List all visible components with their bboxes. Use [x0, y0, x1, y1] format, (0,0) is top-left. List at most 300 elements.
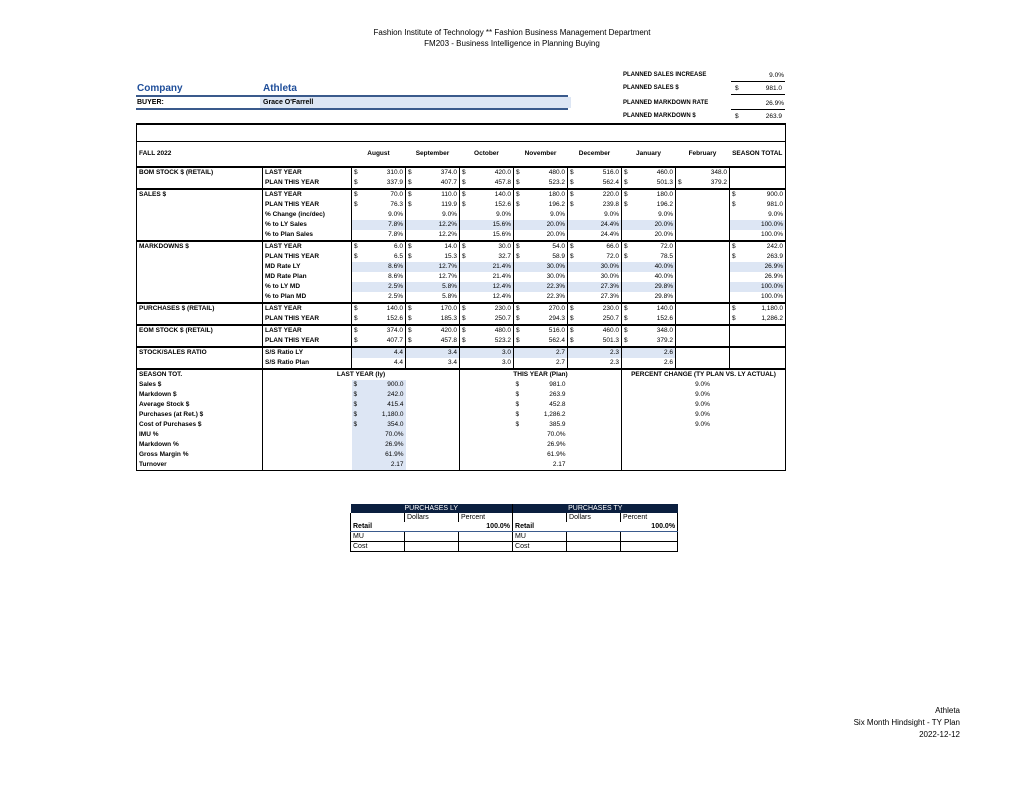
season-tot-row	[137, 420, 786, 430]
blank	[406, 420, 460, 430]
dollar-sign: $	[353, 381, 358, 388]
blank	[263, 380, 352, 390]
month-cell-value: 29.8%	[654, 293, 673, 300]
blank	[406, 430, 460, 440]
month-cell-value: 20.0%	[546, 221, 565, 228]
month-cell-value: 140.0	[656, 305, 673, 312]
planned-md-rate-label: PLANNED MARKDOWN RATE	[623, 100, 709, 106]
row-label: PLAN THIS YEAR	[263, 252, 352, 262]
month-cell-value: 460.0	[656, 169, 673, 176]
table-row	[137, 230, 786, 241]
month-cell-value: 54.0	[552, 243, 565, 250]
blank	[406, 460, 460, 471]
table-row	[137, 358, 786, 369]
dollar-sign: $	[735, 113, 739, 120]
month-cell	[406, 314, 460, 325]
season-total-cell	[730, 272, 786, 282]
blank	[730, 400, 786, 410]
table-row	[137, 262, 786, 272]
month-cell-value: 12.2%	[438, 221, 457, 228]
season-tot-row-label: Turnover	[137, 460, 263, 471]
section-blank	[137, 262, 263, 272]
month-cell	[568, 336, 622, 347]
row-label: PLAN THIS YEAR	[263, 178, 352, 189]
month-cell-value: 2.6	[663, 349, 673, 356]
ly-value-value: 70.0%	[385, 431, 404, 438]
ly-value-value: 354.0	[387, 421, 404, 428]
month-cell	[622, 272, 676, 282]
blank	[622, 460, 676, 471]
month-cell-value: 140.0	[386, 305, 403, 312]
month-cell-value: 3.0	[501, 359, 511, 366]
month-cell-value: 30.0%	[600, 273, 619, 280]
month-cell-value: 30.0	[498, 243, 511, 250]
table-row	[137, 178, 786, 189]
table-header-row	[137, 142, 786, 168]
month-cell	[568, 167, 622, 178]
month-cell-value: 152.6	[494, 201, 511, 208]
season-tot-row-label: Cost of Purchases $	[137, 420, 263, 430]
ly-value	[352, 420, 406, 430]
dollar-sign: $	[354, 327, 358, 334]
row-label: LAST YEAR	[263, 167, 352, 178]
season-total-cell-value: 26.9%	[764, 263, 783, 270]
month-cell-value: 250.7	[494, 315, 511, 322]
month-cell-value: 9.0%	[496, 211, 511, 218]
month-cell-value: 72.0	[606, 253, 619, 260]
section-blank	[137, 230, 263, 241]
dollar-sign: $	[462, 337, 466, 344]
month-header: November	[514, 142, 568, 168]
month-cell-value: 6.0	[393, 243, 403, 250]
six-month-plan-table	[136, 123, 786, 471]
blank	[730, 410, 786, 420]
month-cell	[622, 347, 676, 358]
blank	[460, 430, 514, 440]
blank	[406, 410, 460, 420]
ly-value-value: 26.9%	[385, 441, 404, 448]
month-cell	[568, 230, 622, 241]
month-header: October	[460, 142, 514, 168]
dollar-sign: $	[570, 191, 574, 198]
buyer-label: BUYER:	[137, 99, 164, 106]
month-cell-value: 12.7%	[438, 263, 457, 270]
ty-value	[514, 390, 568, 400]
dollar-sign: $	[570, 337, 574, 344]
season-tot-row	[137, 400, 786, 410]
dollar-sign: $	[408, 327, 412, 334]
month-cell	[406, 178, 460, 189]
month-cell-value: 3.4	[447, 349, 457, 356]
month-cell-value: 21.4%	[492, 273, 511, 280]
season-tot-row-label: Sales $	[137, 380, 263, 390]
season-total-cell-value: 1,286.2	[761, 315, 783, 322]
month-cell-value: 250.7	[602, 315, 619, 322]
purchases-ty-retail-label: Retail	[513, 522, 567, 532]
month-cell-value: 152.6	[386, 315, 403, 322]
purchases-ly-retail-percent: 100.0%	[459, 522, 513, 532]
month-cell	[406, 262, 460, 272]
month-cell	[676, 189, 730, 200]
ty-value-value: 70.0%	[547, 431, 566, 438]
blank	[406, 440, 460, 450]
footer-date: 2022-12-12	[919, 730, 960, 739]
blank	[730, 420, 786, 430]
month-cell	[514, 303, 568, 314]
season-total-cell	[730, 252, 786, 262]
ty-value-value: 263.9	[549, 391, 566, 398]
month-cell	[406, 210, 460, 220]
dollar-sign: $	[408, 179, 412, 186]
month-cell	[568, 347, 622, 358]
dollar-sign: $	[732, 253, 736, 260]
month-cell-value: 2.5%	[388, 283, 403, 290]
dollar-sign: $	[462, 243, 466, 250]
month-cell	[568, 303, 622, 314]
section-blank	[137, 282, 263, 292]
month-cell	[622, 314, 676, 325]
month-cell-value: 348.0	[656, 327, 673, 334]
month-cell	[676, 210, 730, 220]
row-label: % to Plan MD	[263, 292, 352, 303]
table-row	[137, 252, 786, 262]
season-total-header: SEASON TOTAL	[730, 142, 786, 168]
month-cell-value: 407.7	[386, 337, 403, 344]
month-cell	[460, 292, 514, 303]
month-cell-value: 140.0	[494, 191, 511, 198]
month-cell-value: 30.0%	[546, 263, 565, 270]
month-cell	[622, 325, 676, 336]
dollar-sign: $	[624, 337, 628, 344]
month-cell-value: 457.8	[494, 179, 511, 186]
month-cell	[568, 272, 622, 282]
season-total-cell	[730, 314, 786, 325]
month-cell-value: 58.9	[552, 253, 565, 260]
blank	[568, 460, 622, 471]
dollar-sign: $	[624, 191, 628, 198]
month-cell	[514, 167, 568, 178]
month-cell	[568, 220, 622, 230]
ly-value-value: 415.4	[387, 401, 404, 408]
dollar-sign: $	[624, 169, 628, 176]
month-cell	[622, 210, 676, 220]
month-cell-value: 27.3%	[600, 283, 619, 290]
month-cell-value: 14.0	[444, 243, 457, 250]
month-cell-value: 7.8%	[388, 221, 403, 228]
month-cell	[352, 262, 406, 272]
season-total-cell	[730, 358, 786, 369]
season-total-cell	[730, 178, 786, 189]
ty-value	[514, 450, 568, 460]
month-header: September	[406, 142, 460, 168]
header-spacer	[137, 124, 786, 142]
month-cell	[568, 241, 622, 252]
month-cell-value: 516.0	[602, 169, 619, 176]
month-cell-value: 230.0	[602, 305, 619, 312]
month-cell-value: 2.5%	[388, 293, 403, 300]
blank	[460, 460, 514, 471]
season-total-cell	[730, 303, 786, 314]
section-label: BOM STOCK $ (RETAIL)	[137, 167, 263, 178]
season-total-cell	[730, 347, 786, 358]
month-cell	[514, 314, 568, 325]
month-cell	[676, 167, 730, 178]
row-label: % Change (inc/dec)	[263, 210, 352, 220]
month-cell-value: 12.4%	[492, 283, 511, 290]
dollar-sign: $	[408, 337, 412, 344]
month-cell	[460, 314, 514, 325]
dollar-sign: $	[408, 243, 412, 250]
section-blank	[137, 252, 263, 262]
month-cell	[622, 358, 676, 369]
month-cell	[676, 314, 730, 325]
season-total-cell	[730, 336, 786, 347]
dollar-sign: $	[516, 169, 520, 176]
month-cell-value: 5.8%	[442, 283, 457, 290]
month-cell-value: 170.0	[440, 305, 457, 312]
dollar-sign: $	[732, 201, 736, 208]
month-cell	[406, 292, 460, 303]
month-cell	[622, 262, 676, 272]
ly-value-value: 2.17	[390, 461, 404, 468]
dollar-sign: $	[408, 169, 412, 176]
purchases-ty-cost-label: Cost	[513, 542, 567, 552]
season-total-cell	[730, 282, 786, 292]
ty-value-value: 385.9	[549, 421, 566, 428]
season-total-cell-value: 242.0	[766, 243, 783, 250]
month-cell-value: 2.7	[555, 349, 565, 356]
month-cell	[352, 292, 406, 303]
month-cell-value: 8.6%	[388, 263, 403, 270]
month-cell	[568, 325, 622, 336]
dollar-sign: $	[624, 243, 628, 250]
month-cell-value: 20.0%	[654, 221, 673, 228]
table-row	[137, 220, 786, 230]
month-cell-value: 27.3%	[600, 293, 619, 300]
month-cell	[460, 189, 514, 200]
month-cell	[406, 230, 460, 241]
dollar-sign: $	[570, 315, 574, 322]
section-blank	[137, 336, 263, 347]
dollar-sign: $	[354, 315, 358, 322]
month-cell-value: 5.8%	[442, 293, 457, 300]
footer-title: Six Month Hindsight - TY Plan	[853, 718, 960, 727]
blank	[568, 440, 622, 450]
table-row	[137, 303, 786, 314]
month-cell	[514, 262, 568, 272]
dollar-sign: $	[570, 169, 574, 176]
month-cell	[460, 262, 514, 272]
month-cell	[676, 200, 730, 210]
month-cell-value: 72.0	[660, 243, 673, 250]
blank	[460, 400, 514, 410]
ty-value	[514, 460, 568, 471]
month-cell-value: 562.4	[602, 179, 619, 186]
month-cell	[622, 189, 676, 200]
footer-company: Athleta	[935, 706, 960, 715]
season-total-cell	[730, 230, 786, 241]
season-tot-row	[137, 390, 786, 400]
month-cell-value: 40.0%	[654, 263, 673, 270]
month-cell	[676, 241, 730, 252]
dollar-sign: $	[516, 315, 520, 322]
table-row	[137, 314, 786, 325]
dollar-sign: $	[515, 401, 520, 408]
purchases-ty-mu-label: MU	[513, 532, 567, 542]
percent-change-value: 9.0%	[695, 381, 710, 388]
dollar-sign: $	[570, 179, 574, 186]
table-row	[137, 210, 786, 220]
dollar-sign: $	[570, 253, 574, 260]
planned-md-rate-value: 26.9%	[765, 100, 784, 107]
ty-value	[514, 420, 568, 430]
divider	[731, 109, 785, 110]
ly-value	[352, 410, 406, 420]
month-cell	[352, 220, 406, 230]
month-cell	[568, 358, 622, 369]
row-label: % to LY Sales	[263, 220, 352, 230]
section-label: MARKDOWNS $	[137, 241, 263, 252]
purchases-ly-mu-label: MU	[351, 532, 405, 542]
month-cell	[352, 314, 406, 325]
month-cell	[460, 282, 514, 292]
blank	[263, 410, 352, 420]
month-cell-value: 12.4%	[492, 293, 511, 300]
blank	[568, 450, 622, 460]
month-cell	[676, 220, 730, 230]
blank	[263, 400, 352, 410]
section-blank	[137, 314, 263, 325]
month-cell	[406, 167, 460, 178]
dollar-sign: $	[354, 201, 358, 208]
season-tot-row	[137, 460, 786, 471]
month-cell	[514, 282, 568, 292]
season-total-cell	[730, 189, 786, 200]
month-cell-value: 2.7	[555, 359, 565, 366]
month-cell-value: 6.5	[393, 253, 403, 260]
month-cell-value: 78.5	[660, 253, 673, 260]
month-cell	[568, 252, 622, 262]
month-cell	[622, 292, 676, 303]
month-cell	[406, 325, 460, 336]
ly-value	[352, 440, 406, 450]
ty-value-value: 981.0	[549, 381, 566, 388]
purchases-ly-dollars-header: Dollars	[405, 513, 459, 522]
month-cell	[460, 336, 514, 347]
month-cell-value: 348.0	[710, 169, 727, 176]
month-cell	[514, 325, 568, 336]
ly-value-value: 1,180.0	[381, 411, 404, 418]
purchases-ly-title: PURCHASES LY	[351, 504, 513, 513]
month-cell-value: 516.0	[548, 327, 565, 334]
month-cell-value: 480.0	[548, 169, 565, 176]
dollar-sign: $	[735, 85, 739, 92]
ty-value-value: 1,286.2	[543, 411, 566, 418]
month-cell	[622, 252, 676, 262]
ty-value-value: 452.8	[549, 401, 566, 408]
season-total-cell-value: 900.0	[766, 191, 783, 198]
dollar-sign: $	[624, 253, 628, 260]
dollar-sign: $	[732, 315, 736, 322]
month-cell-value: 523.2	[494, 337, 511, 344]
month-cell	[622, 230, 676, 241]
month-cell-value: 3.4	[447, 359, 457, 366]
month-cell-value: 374.0	[440, 169, 457, 176]
month-cell	[460, 303, 514, 314]
blank	[460, 390, 514, 400]
dollar-sign: $	[624, 305, 628, 312]
month-cell	[352, 347, 406, 358]
planned-sales-value: 981.0	[765, 85, 782, 92]
month-cell	[514, 336, 568, 347]
ty-value	[514, 430, 568, 440]
section-label: EOM STOCK $ (RETAIL)	[137, 325, 263, 336]
row-label: PLAN THIS YEAR	[263, 314, 352, 325]
month-cell	[460, 210, 514, 220]
month-cell	[568, 189, 622, 200]
ly-value-value: 900.0	[387, 381, 404, 388]
section-blank	[137, 358, 263, 369]
ty-value	[514, 380, 568, 390]
row-label: MD Rate LY	[263, 262, 352, 272]
ty-header: THIS YEAR (Plan)	[460, 369, 622, 380]
month-header: December	[568, 142, 622, 168]
month-cell	[406, 272, 460, 282]
dollar-sign: $	[624, 327, 628, 334]
dollar-sign: $	[462, 305, 466, 312]
dollar-sign: $	[462, 191, 466, 198]
month-cell	[622, 200, 676, 210]
row-label: LAST YEAR	[263, 189, 352, 200]
month-cell	[352, 358, 406, 369]
ty-value-value: 2.17	[552, 461, 566, 468]
percent-change-value	[676, 450, 730, 460]
month-cell-value: 2.6	[663, 359, 673, 366]
dollar-sign: $	[516, 179, 520, 186]
ty-value	[514, 410, 568, 420]
month-cell-value: 15.6%	[492, 221, 511, 228]
month-header: February	[676, 142, 730, 168]
season-total-cell	[730, 325, 786, 336]
table-row	[137, 336, 786, 347]
section-blank	[137, 220, 263, 230]
month-cell-value: 24.4%	[600, 231, 619, 238]
month-cell	[406, 252, 460, 262]
dollar-sign: $	[678, 179, 682, 186]
section-label: PURCHASES $ (RETAIL)	[137, 303, 263, 314]
month-cell-value: 119.9	[441, 201, 457, 208]
month-cell-value: 2.3	[609, 349, 619, 356]
month-cell	[622, 282, 676, 292]
month-cell-value: 152.6	[656, 315, 673, 322]
month-cell	[514, 210, 568, 220]
month-cell	[568, 210, 622, 220]
company-label: Company	[137, 83, 183, 94]
month-cell-value: 30.0%	[546, 273, 565, 280]
row-label: S/S Ratio Plan	[263, 358, 352, 369]
blank	[263, 420, 352, 430]
planned-sales-label: PLANNED SALES $	[623, 85, 679, 91]
blank	[622, 430, 676, 440]
season-tot-row	[137, 430, 786, 440]
month-cell	[568, 314, 622, 325]
section-label: SALES $	[137, 189, 263, 200]
season-total-cell-value: 981.0	[766, 201, 783, 208]
blank	[406, 380, 460, 390]
dollar-sign: $	[570, 201, 574, 208]
month-cell-value: 22.3%	[546, 293, 565, 300]
season-tot-row-label: Purchases (at Ret.) $	[137, 410, 263, 420]
